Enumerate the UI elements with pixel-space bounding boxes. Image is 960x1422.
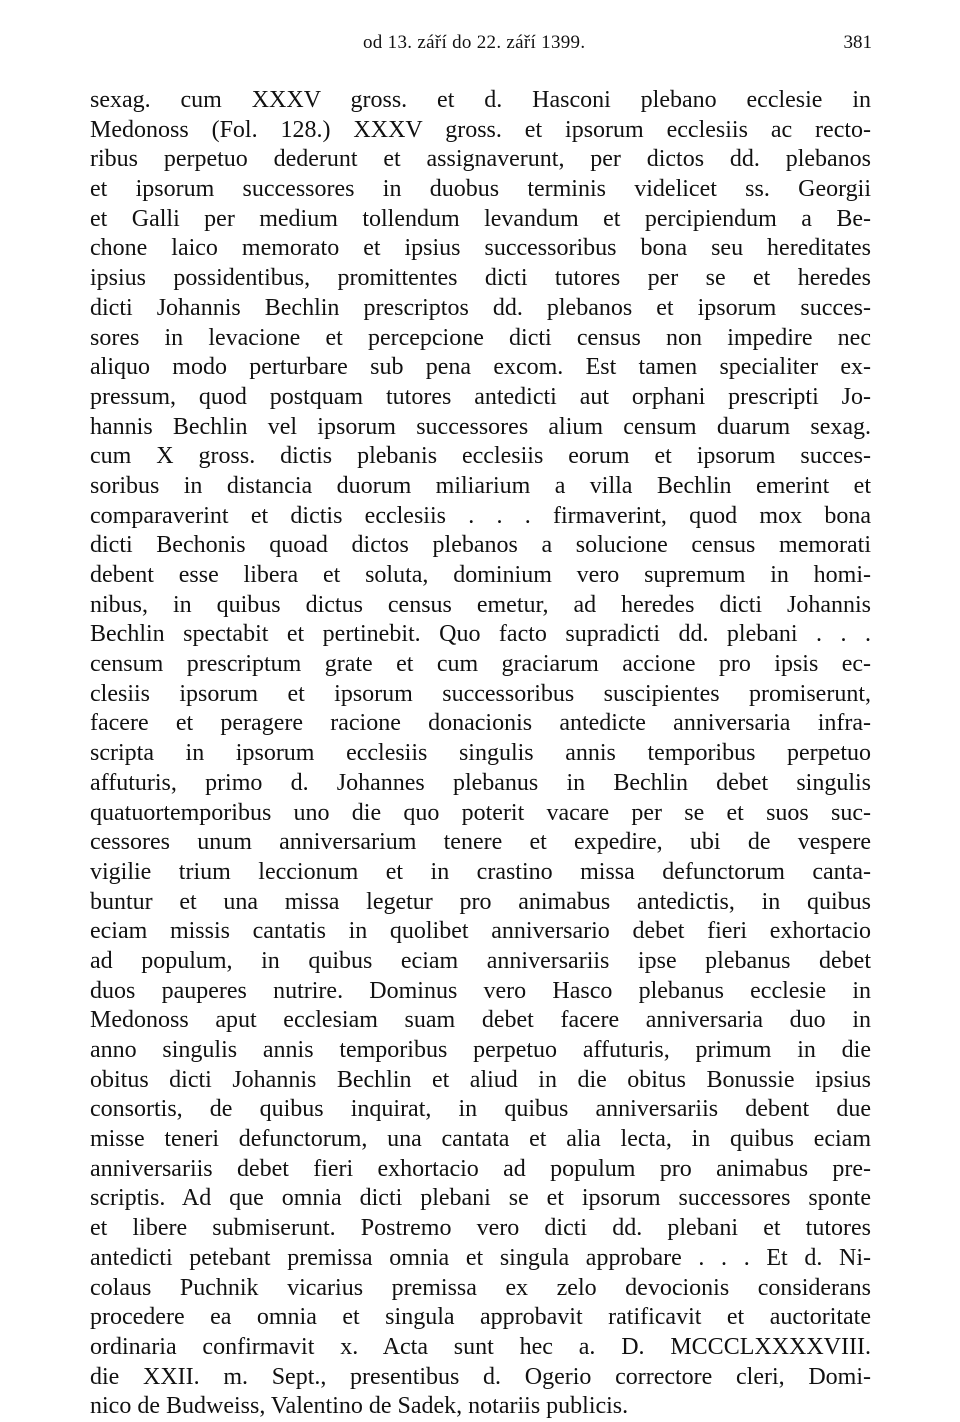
- text-line: affuturis, primo d. Johannes plebanus in Bechlin debet singulis: [90, 769, 871, 796]
- text-line: misse teneri defunctorum, una cantata et alia lecta, in quibus eciam: [90, 1126, 871, 1153]
- text-line: et ipsorum successores in duobus terminis videlicet ss. Georgii: [90, 176, 871, 203]
- text-line: debent esse libera et soluta, dominium vero supremum in homi-: [90, 562, 871, 588]
- text-line: obitus dicti Johannis Bechlin et aliud in die obitus Bonussie ipsius: [90, 1066, 871, 1093]
- running-head: od 13. září do 22. září 1399.: [363, 32, 586, 53]
- text-line: clesiis ipsorum et ipsorum successoribus suscipientes promiserunt,: [90, 680, 871, 707]
- text-line: comparaverint et dictis ecclesiis . . . firmaverint, quod mox bona: [90, 502, 871, 529]
- page-number: 381: [843, 32, 872, 53]
- text-line: scripta in ipsorum ecclesiis singulis annis temporibus perpetuo: [90, 740, 871, 767]
- text-line: anniversariis debet fieri exhortacio ad populum pro animabus pre-: [90, 1155, 871, 1182]
- text-line: cum X gross. dictis plebanis ecclesiis eorum et ipsorum succes-: [90, 443, 871, 470]
- text-line: antedicti petebant premissa omnia et singula approbare . . . Et d. Ni-: [90, 1244, 871, 1271]
- text-line: colaus Puchnik vicarius premissa ex zelo devocionis considerans: [90, 1274, 871, 1301]
- text-line: scriptis. Ad que omnia dicti plebani se et ipsorum successores sponte: [90, 1185, 871, 1212]
- text-line: nibus, in quibus dictus census emetur, ad heredes dicti Johannis: [90, 591, 871, 618]
- text-line: facere et peragere racione donacionis antedicte anniversaria infra-: [90, 710, 871, 737]
- text-line: Bechlin spectabit et pertinebit. Quo facto supradicti dd. plebani . . .: [90, 621, 871, 648]
- body-text: [90, 86, 871, 1422]
- text-line: Medonoss (Fol. 128.) XXXV gross. et ipsorum ecclesiis ac recto-: [90, 116, 871, 143]
- text-line: ordinaria confirmavit x. Acta sunt hec a. D. MCCCLXXXXVIII.: [90, 1333, 871, 1360]
- text-line: censum prescriptum grate et cum graciarum accione pro ipsis ec-: [90, 651, 871, 678]
- text-line: ad populum, in quibus eciam anniversariis ipse plebanus debet: [90, 947, 871, 974]
- text-line: chone laico memorato et ipsius successoribus bona seu hereditates: [90, 235, 871, 262]
- text-line: et Galli per medium tollendum levandum et percipiendum a Be-: [90, 205, 871, 232]
- text-line: buntur et una missa legetur pro animabus antedictis, in quibus: [90, 888, 871, 915]
- text-line: pressum, quod postquam tutores antedicti aut orphani prescripti Jo-: [90, 383, 871, 410]
- text-line: ipsius possidentibus, promittentes dicti tutores per se et heredes: [90, 265, 871, 292]
- text-line: cessores unum anniversarium tenere et expedire, ubi de vespere: [90, 829, 871, 856]
- text-line: vigilie trium leccionum et in crastino missa defunctorum canta-: [90, 858, 871, 885]
- text-line: et libere submiserunt. Postremo vero dicti dd. plebani et tutores: [90, 1215, 871, 1242]
- text-line: die XXII. m. Sept., presentibus d. Ogerio correctore cleri, Domi-: [90, 1363, 871, 1390]
- text-line: procedere ea omnia et singula approbavit ratificavit et auctoritate: [90, 1304, 871, 1331]
- text-line: dicti Bechonis quoad dictos plebanos a solucione census memorati: [90, 532, 871, 559]
- text-line: duos pauperes nutrire. Dominus vero Hasco plebanus ecclesie in: [90, 977, 871, 1004]
- text-line: anno singulis annis temporibus perpetuo affuturis, primum in die: [90, 1037, 871, 1063]
- text-line: hannis Bechlin vel ipsorum successores alium censum duarum sexag.: [90, 413, 871, 440]
- text-line: sexag. cum XXXV gross. et d. Hasconi plebano ecclesie in: [90, 87, 871, 113]
- text-line: aliquo modo perturbare sub pena excom. Est tamen specialiter ex-: [90, 354, 871, 381]
- text-line: eciam missis cantatis in quolibet anniversario debet fieri exhortacio: [90, 918, 871, 945]
- text-line: ribus perpetuo dederunt et assignaverunt, per dictos dd. plebanos: [90, 146, 871, 173]
- text-line: sores in levacione et percepcione dicti census non impedire nec: [90, 324, 871, 351]
- text-line: Medonoss aput ecclesiam suam debet facere anniversaria duo in: [90, 1007, 871, 1034]
- text-line: nico de Budweiss, Valentino de Sadek, notariis publicis.: [90, 1393, 629, 1420]
- text-line: consortis, de quibus inquirat, in quibus anniversariis debent due: [90, 1096, 871, 1123]
- text-line: soribus in distancia duorum miliarium a villa Bechlin emerint et: [90, 472, 871, 499]
- text-line: quatuortemporibus uno die quo poterit vacare per se et suos suc-: [90, 799, 871, 826]
- text-line: dicti Johannis Bechlin prescriptos dd. plebanos et ipsorum succes-: [90, 294, 871, 321]
